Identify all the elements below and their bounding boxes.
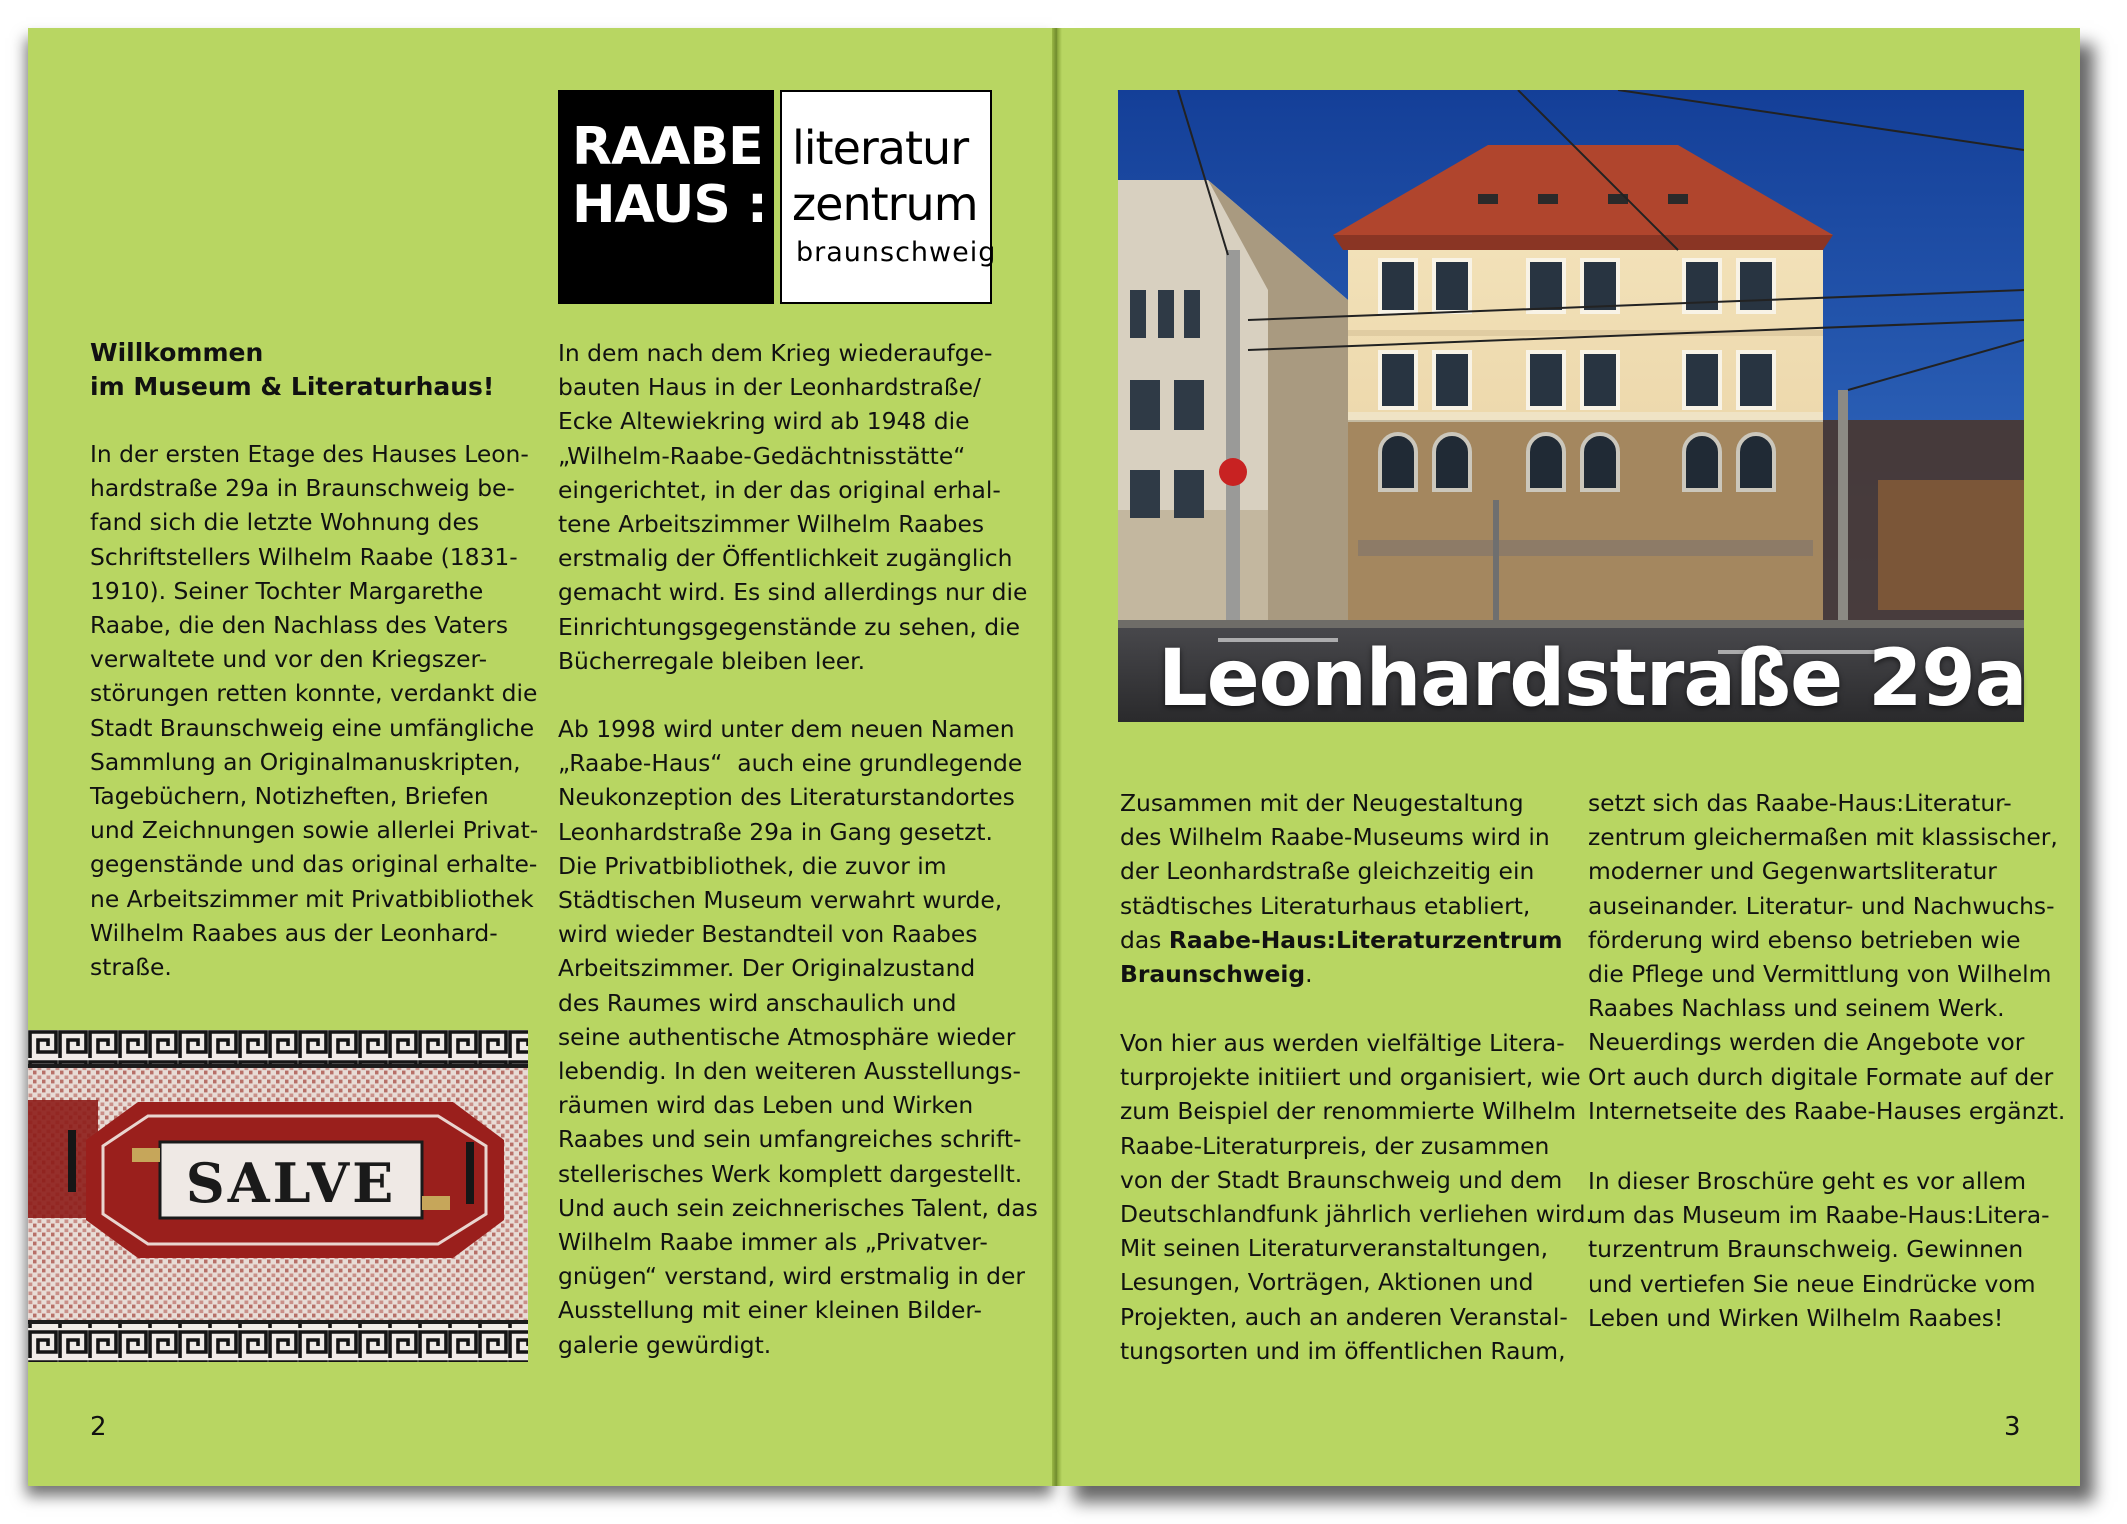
welcome-heading: Willkommen im Museum & Literaturhaus! [90, 338, 495, 401]
mosaic-word: SALVE [185, 1151, 397, 1215]
literaturhaus-paragraph-1 [1120, 786, 1563, 991]
literaturzentrum-paragraph-1: setzt sich das Raabe-Haus:Literatur- zentrum gleichermaßen mit klassischer, moderner und Gegenwartsliteratur auseinander. Literatur- und Nachwuchs- förderung wird ebenso betrieben wie die Pflege und Vermittlung von Wilhelm Raabes Nachlass und seinem Werk. Neuerdings werden die Angebote vor Ort auch durch digitale Formate auf der Internetseite des Raabe-Hauses ergänzt. [1588, 789, 2066, 1125]
logo-right-line1: literatur [792, 121, 969, 175]
history-paragraph-1: In dem nach dem Krieg wiederaufge- bauten Haus in der Leonhardstraße/ Ecke Altewiekring wird ab 1948 die „Wilhelm-Raabe-Gedächtnisstätte“ eingerichtet, in der das original erhal- tene Arbeitszimmer Wilhelm Raabes erstmalig der Öffentlichkeit zugänglich gemacht wird. Es sind allerdings nur die Einrichtungsgegenstände zu sehen, die Bücherregale bleiben leer. [558, 339, 1028, 675]
logo-line1: RAABE [572, 117, 763, 177]
para1-bold-name: Raabe-Haus:Literaturzentrum [1168, 925, 1563, 954]
logo-literaturzentrum [792, 120, 978, 232]
para1-lines: Zusammen mit der Neugestaltung des Wilhelm Raabe-Museums wird in der Leonhardstraße gleichzeitig ein städtisches Literaturhaus etabliert, [1120, 789, 1550, 920]
page-number-left: 2 [90, 1412, 107, 1442]
building-photo [1118, 90, 2027, 724]
literaturhaus-paragraph-2: Von hier aus werden vielfältige Litera- turprojekte initiiert und organisiert, wie zum Beispiel der renommierte Wilhelm Raabe-Literaturpreis, der zusammen von der Stadt Braunschweig und dem Deutschlandfunk jährlich verliehen wird. Mit seinen Literaturveranstaltungen, Lesungen, Vorträgen, Aktionen und Projekten, auch an anderen Veranstal- tungsorten und im öffentlichen Raum, [1120, 1029, 1593, 1365]
logo-raabe-haus [572, 118, 767, 234]
intro-paragraph: In der ersten Etage des Hauses Leon- hardstraße 29a in Braunschweig be- fand sich die letzte Wohnung des Schriftstellers Wilhelm Raabe (1831- 1910). Seiner Tochter Margarethe Raabe, die den Nachlass des Vaters verwaltete und vor den Kriegszer- störungen retten konnte, verdankt die Stadt Braunschweig eine umfängliche Sammlung an Originalmanuskripten, Tagebüchern, Notizheften, Briefen und Zeichnungen sowie allerlei Privat- gegenstände und das original erhalte- ne Arbeitszimmer mit Privatbibliothek Wilhelm Raabes aus der Leonhard- straße. [90, 440, 539, 982]
logo-braunschweig: braunschweig [796, 237, 997, 268]
page-number-right: 3 [2004, 1412, 2021, 1442]
salve-mosaic-image [28, 1030, 528, 1362]
brochure-paragraph: In dieser Broschüre geht es vor allem um das Museum im Raabe-Haus:Litera- turzentrum Braunschweig. Gewinnen und vertiefen Sie neue Eindrücke vom Leben und Wirken Wilhelm Raabes! [1588, 1167, 2050, 1332]
para1-bold-city: Braunschweig [1120, 960, 1306, 989]
para1-end: . [1305, 960, 1313, 989]
page-gutter [1052, 28, 1062, 1486]
logo-right-line2: zentrum [792, 177, 978, 231]
history-paragraph-2: Ab 1998 wird unter dem neuen Namen „Raabe-Haus“ auch eine grundlegende Neukonzeption des Literaturstandortes Leonhardstraße 29a in Gang gesetzt. Die Privatbibliothek, die zuvor im Städtischen Museum verwahrt wurde, wird wieder Bestandteil von Raabes Arbeitszimmer. Der Originalzustand des Raumes wird anschaulich und seine authentische Atmosphäre wieder lebendig. In den weiteren Ausstellungs- räumen wird das Leben und Wirken Raabes und sein umfangreiches schrift- stellerisches Werk komplett dargestellt. Und auch sein zeichnerisches Talent, das Wilhelm Raabe immer als „Privatver- gnügen“ verstand, wird erstmalig in der Ausstellung mit einer kleinen Bilder- galerie gewürdigt. [558, 715, 1038, 1359]
para1-prefix: das [1120, 925, 1169, 954]
logo-line2: HAUS : [572, 175, 767, 235]
photo-caption: Leonhardstraße 29a [1158, 634, 2027, 724]
